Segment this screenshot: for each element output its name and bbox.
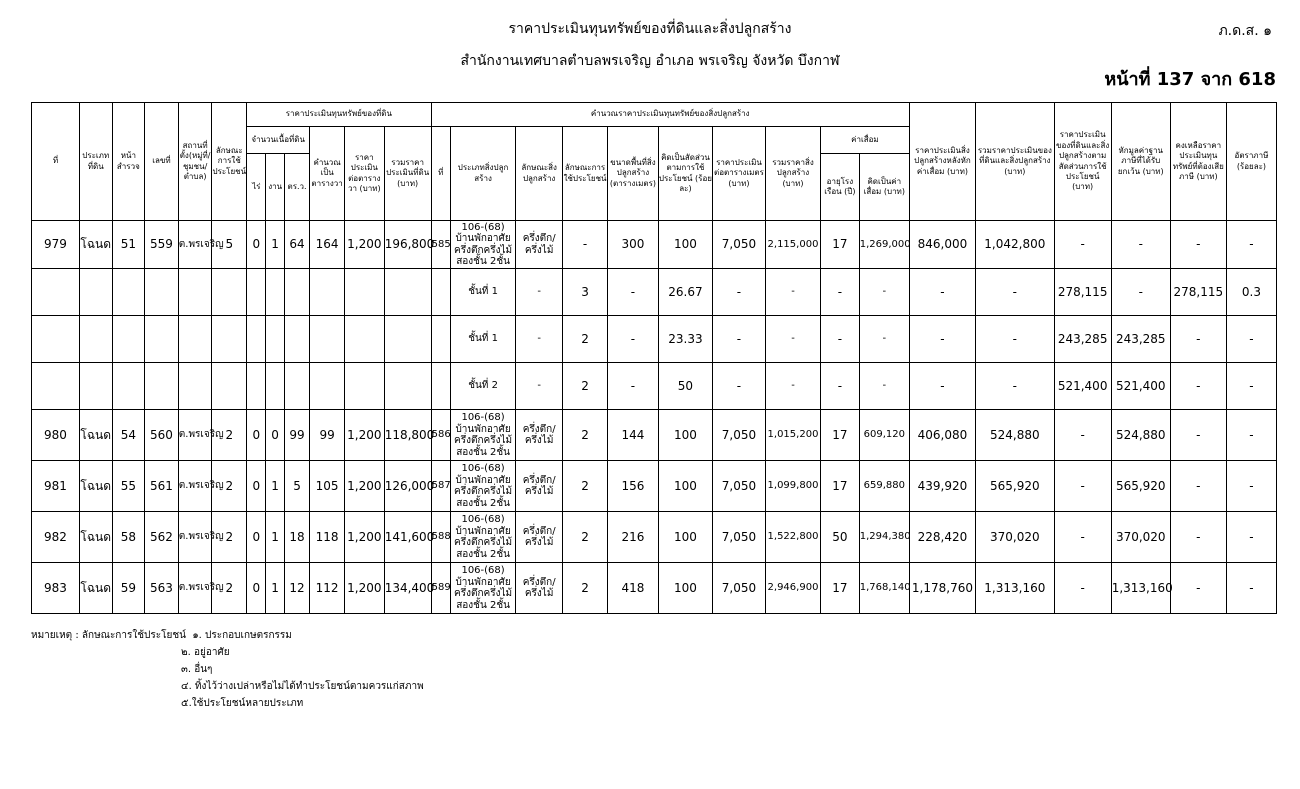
table-cell: ต.พรเจริญ xyxy=(178,410,212,461)
col-b-pct: คิดเป็นสัดส่วนตามการใช้ประโยชน์ (ร้อยละ) xyxy=(658,127,712,221)
form-code: ภ.ด.ส. ๑ xyxy=(1218,23,1272,39)
footnote-label: หมายเหตุ : ลักษณะการใช้ประโยชน์ xyxy=(31,630,186,641)
table-cell: 1,200 xyxy=(344,461,384,512)
table-cell xyxy=(247,363,266,410)
table-cell xyxy=(284,269,309,316)
table-cell: 1,042,800 xyxy=(976,221,1055,269)
table-cell xyxy=(344,363,384,410)
table-cell: ชั้นที่ 1 xyxy=(450,316,515,363)
table-cell: 106-(68) บ้านพักอาศัยครึ่งตึกครึ่งไม้สองชั้น 2ชั้น xyxy=(450,461,515,512)
table-cell: 588 xyxy=(431,512,450,563)
table-cell: - xyxy=(1170,512,1226,563)
col-tax-rate: อัตราภาษี (ร้อยละ) xyxy=(1226,103,1276,221)
table-cell: 2,946,900 xyxy=(765,563,820,614)
table-cell: 12 xyxy=(284,563,309,614)
table-cell: 106-(68) บ้านพักอาศัยครึ่งตึกครึ่งไม้สองชั้น 2ชั้น xyxy=(450,563,515,614)
table-cell xyxy=(310,269,345,316)
table-cell: 100 xyxy=(658,221,712,269)
table-cell: 589 xyxy=(431,563,450,614)
table-cell: 5 xyxy=(284,461,309,512)
table-cell: 106-(68) บ้านพักอาศัยครึ่งตึกครึ่งไม้สองชั้น 2ชั้น xyxy=(450,512,515,563)
table-cell: 1 xyxy=(266,461,284,512)
table-cell: 99 xyxy=(284,410,309,461)
table-row xyxy=(32,563,1277,614)
table-cell: 370,020 xyxy=(976,512,1055,563)
table-cell: 26.67 xyxy=(658,269,712,316)
table-cell: 565,920 xyxy=(976,461,1055,512)
table-cell: ต.พรเจริญ xyxy=(178,512,212,563)
group-land: ราคาประเมินทุนทรัพย์ของที่ดิน xyxy=(247,103,432,127)
table-row xyxy=(32,269,1277,316)
table-cell xyxy=(178,363,212,410)
table-cell: - xyxy=(765,316,820,363)
table-cell xyxy=(212,269,247,316)
table-cell: 560 xyxy=(145,410,179,461)
table-cell: 141,600 xyxy=(384,512,431,563)
table-cell: ต.พรเจริญ xyxy=(178,461,212,512)
table-cell: - xyxy=(712,363,765,410)
table-cell: - xyxy=(1226,563,1276,614)
table-cell: 156 xyxy=(607,461,658,512)
table-cell: - xyxy=(976,316,1055,363)
table-cell: 2 xyxy=(563,461,608,512)
table-cell xyxy=(266,316,284,363)
table-cell: - xyxy=(563,221,608,269)
table-row xyxy=(32,316,1277,363)
table-cell: 17 xyxy=(821,410,860,461)
col-b-type: ประเภทสิ่งปลูกสร้าง xyxy=(450,127,515,221)
table-cell: - xyxy=(765,363,820,410)
table-cell: 17 xyxy=(821,563,860,614)
table-cell: 439,920 xyxy=(909,461,975,512)
table-cell xyxy=(384,269,431,316)
table-cell: - xyxy=(516,316,563,363)
table-cell: - xyxy=(859,316,909,363)
table-cell: - xyxy=(1226,363,1276,410)
table-cell: 51 xyxy=(112,221,145,269)
group-building: คำนวณราคาประเมินทุนทรัพย์ของสิ่งปลูกสร้าง xyxy=(431,103,909,127)
table-cell: - xyxy=(976,269,1055,316)
page-number: หน้าที่ 137 จาก 618 xyxy=(1104,69,1276,90)
table-cell xyxy=(32,269,80,316)
table-cell: 983 xyxy=(32,563,80,614)
table-cell: 1,200 xyxy=(344,512,384,563)
assessment-table xyxy=(31,102,1277,614)
table-cell: ครึ่งตึก/ครึ่งไม้ xyxy=(516,461,563,512)
table-cell xyxy=(431,363,450,410)
table-row xyxy=(32,221,1277,269)
table-row xyxy=(32,410,1277,461)
table-cell: 982 xyxy=(32,512,80,563)
table-cell: - xyxy=(821,363,860,410)
table-cell: โฉนด xyxy=(79,461,112,512)
col-rai: ไร่ xyxy=(247,154,266,221)
table-cell: - xyxy=(1054,563,1111,614)
table-cell: 2 xyxy=(563,410,608,461)
footnote-item: ๔. ทิ้งไว้ว่างเปล่าหรือไม่ได้ทำประโยชน์ตามควรแก่สภาพ xyxy=(181,681,424,692)
table-row xyxy=(32,512,1277,563)
table-cell: 0 xyxy=(247,563,266,614)
table-cell: - xyxy=(1054,410,1111,461)
table-cell: 7,050 xyxy=(712,410,765,461)
table-cell: 2 xyxy=(563,316,608,363)
table-cell: - xyxy=(1170,461,1226,512)
table-cell: ชั้นที่ 2 xyxy=(450,363,515,410)
table-cell xyxy=(344,269,384,316)
col-usage: ลักษณะการใช้ประโยชน์ xyxy=(212,103,247,221)
table-cell: ต.พรเจริญ xyxy=(178,221,212,269)
table-cell: 0 xyxy=(266,410,284,461)
table-cell xyxy=(266,363,284,410)
table-cell: - xyxy=(607,363,658,410)
col-b-char: ลักษณะสิ่งปลูกสร้าง xyxy=(516,127,563,221)
table-cell: 981 xyxy=(32,461,80,512)
table-cell: 562 xyxy=(145,512,179,563)
table-row xyxy=(32,461,1277,512)
table-cell: 105 xyxy=(310,461,345,512)
table-cell: โฉนด xyxy=(79,410,112,461)
table-cell: ครึ่งตึก/ครึ่งไม้ xyxy=(516,563,563,614)
table-cell: 50 xyxy=(658,363,712,410)
table-cell: 99 xyxy=(310,410,345,461)
table-cell: 2 xyxy=(212,461,247,512)
col-b-usage: ลักษณะการใช้ประโยชน์ xyxy=(563,127,608,221)
table-row xyxy=(32,363,1277,410)
table-cell: 106-(68) บ้านพักอาศัยครึ่งตึกครึ่งไม้สองชั้น 2ชั้น xyxy=(450,221,515,269)
table-cell: 100 xyxy=(658,461,712,512)
table-cell xyxy=(79,269,112,316)
table-cell xyxy=(79,363,112,410)
table-cell: 2 xyxy=(212,410,247,461)
table-cell: - xyxy=(516,363,563,410)
table-cell: - xyxy=(1226,221,1276,269)
table-header xyxy=(32,103,1277,221)
table-cell: 609,120 xyxy=(859,410,909,461)
table-cell: - xyxy=(607,269,658,316)
col-land-total: รวมราคาประเมินที่ดิน (บาท) xyxy=(384,127,431,221)
table-cell: 1,178,760 xyxy=(909,563,975,614)
table-cell: - xyxy=(909,363,975,410)
table-cell: 659,880 xyxy=(859,461,909,512)
table-cell: ครึ่งตึก/ครึ่งไม้ xyxy=(516,512,563,563)
table-cell: 278,115 xyxy=(1054,269,1111,316)
table-body xyxy=(32,221,1277,614)
table-cell: 2 xyxy=(563,512,608,563)
table-cell: 587 xyxy=(431,461,450,512)
col-no: ที่ xyxy=(32,103,80,221)
table-cell xyxy=(112,363,145,410)
table-cell: โฉนด xyxy=(79,563,112,614)
table-cell: 524,880 xyxy=(976,410,1055,461)
table-cell xyxy=(112,316,145,363)
table-cell: - xyxy=(607,316,658,363)
col-location: สถานที่ตั้ง(หมู่ที่/ชุมชน/ตำบล) xyxy=(178,103,212,221)
table-cell: 370,020 xyxy=(1111,512,1170,563)
table-cell: 0 xyxy=(247,512,266,563)
table-cell: 5 xyxy=(212,221,247,269)
table-cell: 0 xyxy=(247,461,266,512)
col-b-size: ขนาดพื้นที่สิ่งปลูกสร้าง (ตารางเมตร) xyxy=(607,127,658,221)
table-cell xyxy=(284,316,309,363)
table-cell xyxy=(79,316,112,363)
table-cell: 2,115,000 xyxy=(765,221,820,269)
table-cell: - xyxy=(1054,461,1111,512)
col-b-no: ที่ xyxy=(431,127,450,221)
table-cell: 521,400 xyxy=(1111,363,1170,410)
col-land-type: ประเภทที่ดิน xyxy=(79,103,112,221)
footnote-item: ๒. อยู่อาศัย xyxy=(181,647,230,658)
table-cell: 50 xyxy=(821,512,860,563)
table-cell: 216 xyxy=(607,512,658,563)
table-cell: - xyxy=(1170,363,1226,410)
col-exemption: หักมูลค่าฐานภาษีที่ได้รับยกเว้น (บาท) xyxy=(1111,103,1170,221)
col-calc-wa: คำนวณเป็นตารางวา xyxy=(310,127,345,221)
table-cell: - xyxy=(765,269,820,316)
table-cell: ต.พรเจริญ xyxy=(178,563,212,614)
table-cell: 406,080 xyxy=(909,410,975,461)
table-cell xyxy=(212,363,247,410)
table-cell: - xyxy=(712,269,765,316)
table-cell: 3 xyxy=(563,269,608,316)
table-cell: 17 xyxy=(821,221,860,269)
table-cell: - xyxy=(1170,563,1226,614)
table-cell: 23.33 xyxy=(658,316,712,363)
table-cell: 64 xyxy=(284,221,309,269)
col-price-per-wa: ราคาประเมินต่อตารางวา (บาท) xyxy=(344,127,384,221)
table-cell: 18 xyxy=(284,512,309,563)
footnote-item: ๓. อื่นๆ xyxy=(181,664,213,675)
table-cell xyxy=(310,316,345,363)
col-grand-total: รวมราคาประเมินของที่ดินและสิ่งปลูกสร้าง (บาท) xyxy=(976,103,1055,221)
table-cell: 2 xyxy=(212,563,247,614)
table-cell: - xyxy=(909,316,975,363)
table-cell xyxy=(266,269,284,316)
table-cell: 7,050 xyxy=(712,221,765,269)
table-cell: 418 xyxy=(607,563,658,614)
table-cell: - xyxy=(976,363,1055,410)
table-cell: 1,015,200 xyxy=(765,410,820,461)
table-cell: 278,115 xyxy=(1170,269,1226,316)
table-cell: 1,200 xyxy=(344,410,384,461)
table-cell: 7,050 xyxy=(712,461,765,512)
table-cell: 524,880 xyxy=(1111,410,1170,461)
table-cell: - xyxy=(821,269,860,316)
table-cell: ชั้นที่ 1 xyxy=(450,269,515,316)
table-cell: 1,294,380 xyxy=(859,512,909,563)
table-cell: - xyxy=(1111,269,1170,316)
table-cell: 7,050 xyxy=(712,512,765,563)
table-cell xyxy=(32,363,80,410)
table-cell: 118,800 xyxy=(384,410,431,461)
group-depreciation: ค่าเสื่อม xyxy=(821,127,910,154)
table-cell: - xyxy=(859,269,909,316)
table-cell: 7,050 xyxy=(712,563,765,614)
table-cell: 300 xyxy=(607,221,658,269)
table-cell: โฉนด xyxy=(79,512,112,563)
table-cell: 100 xyxy=(658,512,712,563)
table-cell: 0 xyxy=(247,221,266,269)
table-cell xyxy=(384,316,431,363)
table-cell: ครึ่งตึก/ครึ่งไม้ xyxy=(516,221,563,269)
table-cell: 134,400 xyxy=(384,563,431,614)
table-cell: 1,768,140 xyxy=(859,563,909,614)
table-cell: - xyxy=(1226,316,1276,363)
col-number: เลขที่ xyxy=(145,103,179,221)
table-cell: 126,000 xyxy=(384,461,431,512)
col-after-dep: ราคาประเมินสิ่งปลูกสร้างหลังหักค่าเสื่อม (บาท) xyxy=(909,103,975,221)
table-cell: 0 xyxy=(247,410,266,461)
footnote-item: ๑. ประกอบเกษตรกรรม xyxy=(192,630,292,641)
table-cell: 59 xyxy=(112,563,145,614)
office-subtitle: สำนักงานเทศบาลตำบลพรเจริญ อำเภอ พรเจริญ จังหวัด บึงกาฬ xyxy=(460,53,840,69)
table-cell: 521,400 xyxy=(1054,363,1111,410)
footnote-item: ๕.ใช้ประโยชน์หลายประเภท xyxy=(181,698,304,709)
table-cell: - xyxy=(859,363,909,410)
col-b-price-sqm: ราคาประเมินต่อตารางเมตร (บาท) xyxy=(712,127,765,221)
table-cell: 118 xyxy=(310,512,345,563)
table-cell: 1 xyxy=(266,221,284,269)
table-cell: 1,313,160 xyxy=(1111,563,1170,614)
table-cell: 164 xyxy=(310,221,345,269)
table-cell xyxy=(145,363,179,410)
table-cell: 1,313,160 xyxy=(976,563,1055,614)
table-cell: 586 xyxy=(431,410,450,461)
col-age: อายุโรงเรือน (ปี) xyxy=(821,154,860,221)
table-cell: - xyxy=(909,269,975,316)
table-cell xyxy=(310,363,345,410)
table-cell: 2 xyxy=(563,563,608,614)
table-cell: 1,200 xyxy=(344,221,384,269)
table-cell: 1,269,000 xyxy=(859,221,909,269)
document-title: ราคาประเมินทุนทรัพย์ของที่ดินและสิ่งปลูกสร้าง xyxy=(508,21,792,37)
table-cell: 54 xyxy=(112,410,145,461)
table-cell: ครึ่งตึก/ครึ่งไม้ xyxy=(516,410,563,461)
table-cell: 2 xyxy=(563,363,608,410)
table-cell xyxy=(178,316,212,363)
col-wa: ตร.ว. xyxy=(284,154,309,221)
table-cell: 55 xyxy=(112,461,145,512)
table-cell: 106-(68) บ้านพักอาศัยครึ่งตึกครึ่งไม้สองชั้น 2ชั้น xyxy=(450,410,515,461)
table-cell: 112 xyxy=(310,563,345,614)
table-cell: - xyxy=(1226,410,1276,461)
table-cell xyxy=(431,316,450,363)
table-cell: - xyxy=(1226,461,1276,512)
table-cell: - xyxy=(516,269,563,316)
table-cell: 1 xyxy=(266,563,284,614)
table-cell: 1,099,800 xyxy=(765,461,820,512)
table-cell: 1,200 xyxy=(344,563,384,614)
table-cell: - xyxy=(1170,221,1226,269)
table-cell: 17 xyxy=(821,461,860,512)
table-cell: 100 xyxy=(658,410,712,461)
table-cell: 243,285 xyxy=(1054,316,1111,363)
table-cell: - xyxy=(1170,316,1226,363)
table-cell: 58 xyxy=(112,512,145,563)
table-cell: 980 xyxy=(32,410,80,461)
table-cell xyxy=(344,316,384,363)
table-cell xyxy=(145,269,179,316)
table-cell xyxy=(247,269,266,316)
table-cell: - xyxy=(1054,221,1111,269)
table-cell: 979 xyxy=(32,221,80,269)
table-cell: 846,000 xyxy=(909,221,975,269)
table-cell xyxy=(112,269,145,316)
col-prop-value: ราคาประเมินของที่ดินและสิ่งปลูกสร้างตามสัดส่วนการใช้ประโยชน์ (บาท) xyxy=(1054,103,1111,221)
table-cell: - xyxy=(712,316,765,363)
table-cell xyxy=(247,316,266,363)
table-cell: 559 xyxy=(145,221,179,269)
col-survey-page: หน้าสำรวจ xyxy=(112,103,145,221)
col-b-total: รวมราคาสิ่งปลูกสร้าง (บาท) xyxy=(765,127,820,221)
table-cell xyxy=(284,363,309,410)
table-cell: 561 xyxy=(145,461,179,512)
group-area: จำนวนเนื้อที่ดิน xyxy=(247,127,310,154)
table-cell: 228,420 xyxy=(909,512,975,563)
table-cell: - xyxy=(1226,512,1276,563)
table-cell: - xyxy=(1111,221,1170,269)
table-cell: 1,522,800 xyxy=(765,512,820,563)
table-cell: - xyxy=(1170,410,1226,461)
table-cell xyxy=(178,269,212,316)
table-cell: 243,285 xyxy=(1111,316,1170,363)
table-cell: 144 xyxy=(607,410,658,461)
col-dep-amount: คิดเป็นค่าเสื่อม (บาท) xyxy=(859,154,909,221)
table-cell: โฉนด xyxy=(79,221,112,269)
table-cell xyxy=(32,316,80,363)
footnote xyxy=(31,627,424,712)
table-cell: 0.3 xyxy=(1226,269,1276,316)
table-cell: 2 xyxy=(212,512,247,563)
table-cell: 196,800 xyxy=(384,221,431,269)
table-cell: - xyxy=(1054,512,1111,563)
table-cell xyxy=(431,269,450,316)
col-taxable: คงเหลือราคาประเมินทุนทรัพย์ที่ต้องเสียภาษี (บาท) xyxy=(1170,103,1226,221)
table-cell: 100 xyxy=(658,563,712,614)
table-cell xyxy=(384,363,431,410)
table-cell: 1 xyxy=(266,512,284,563)
table-cell: 585 xyxy=(431,221,450,269)
table-cell: 565,920 xyxy=(1111,461,1170,512)
table-cell: 563 xyxy=(145,563,179,614)
table-cell xyxy=(145,316,179,363)
table-cell xyxy=(212,316,247,363)
table-cell: - xyxy=(821,316,860,363)
col-ngan: งาน xyxy=(266,154,284,221)
